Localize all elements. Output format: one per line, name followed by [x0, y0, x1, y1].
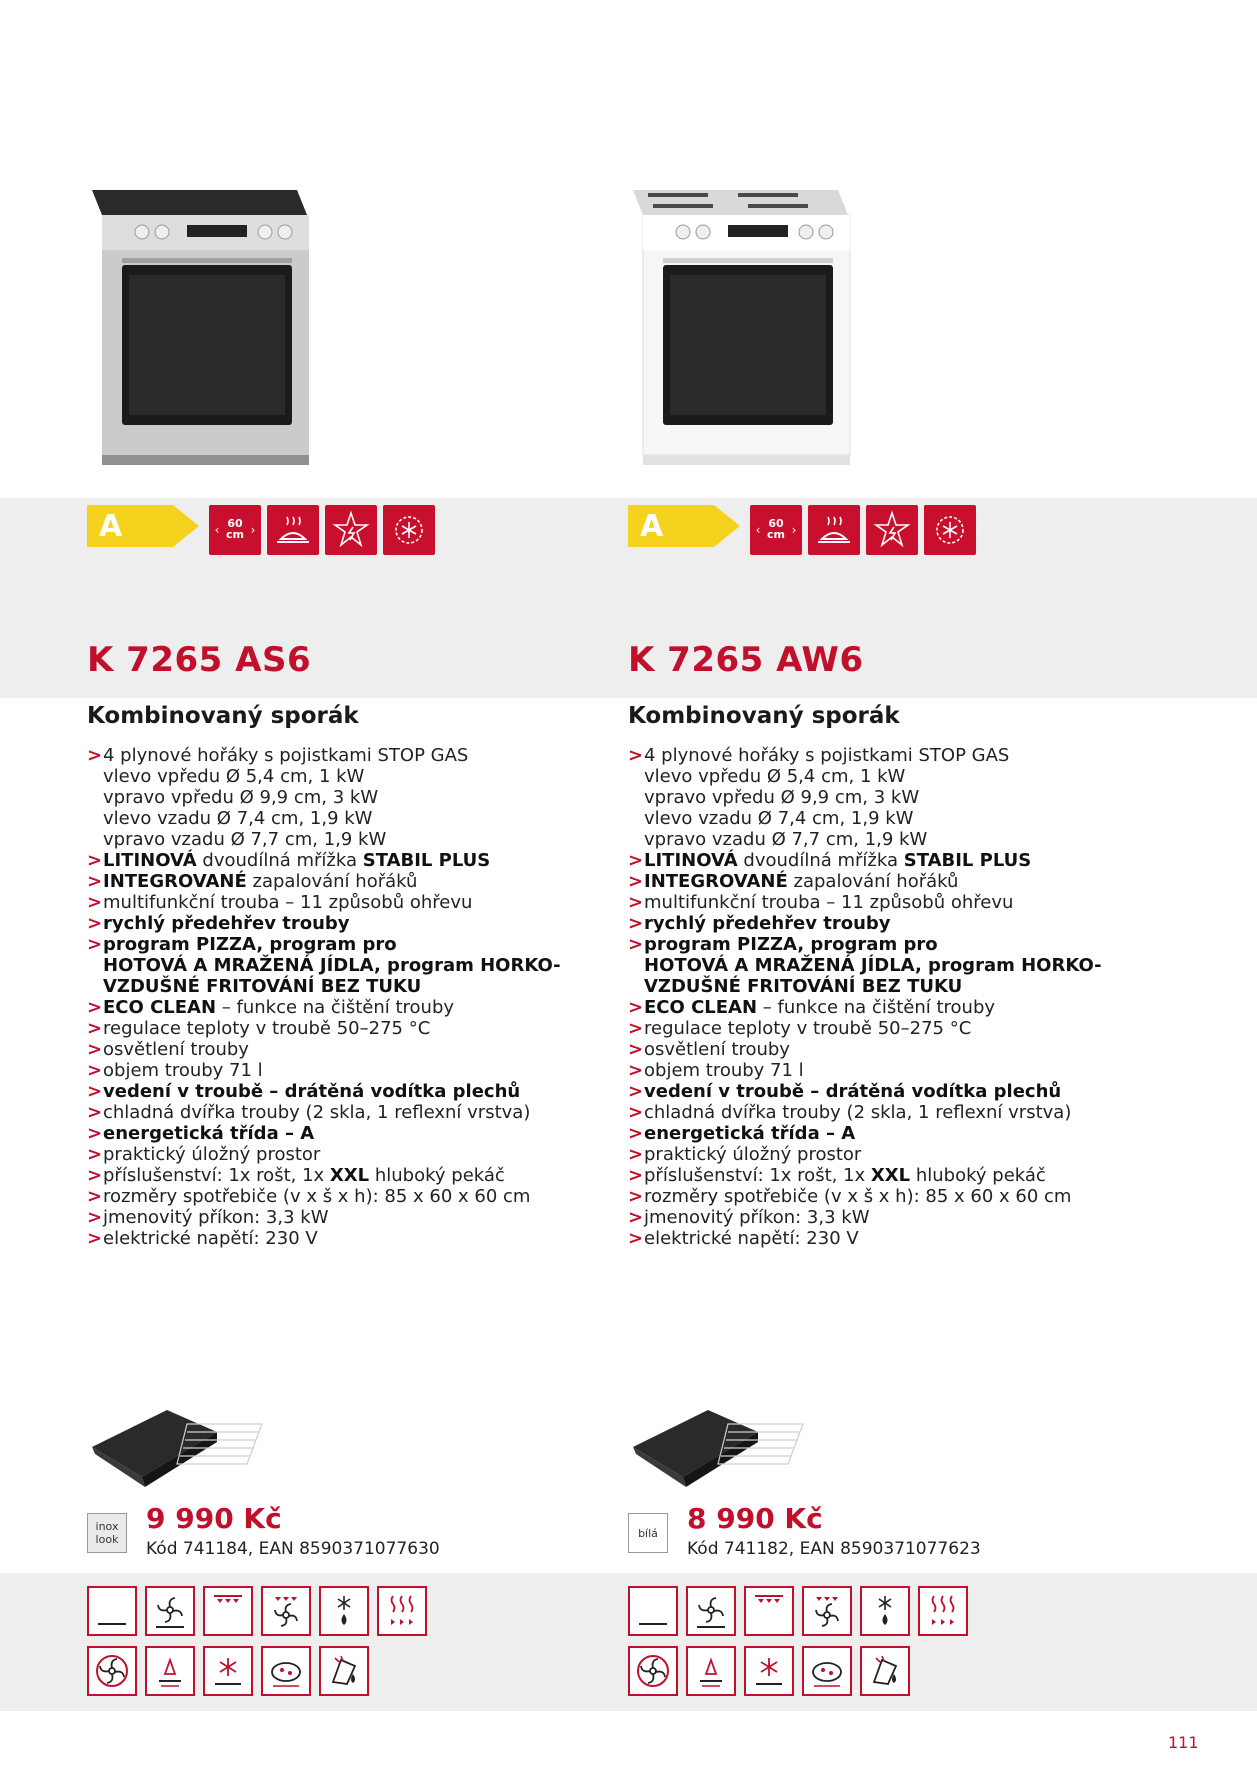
feature-item — [628, 1060, 1148, 1081]
bullet-arrow-icon: > — [628, 913, 644, 934]
ignition-icon — [325, 505, 377, 555]
feature-text: dvoudílná mřížka — [737, 850, 904, 871]
feature-text: hluboký pekáč — [369, 1165, 505, 1186]
bottom-heat-icon — [87, 1586, 137, 1636]
bullet-arrow-icon: > — [87, 871, 103, 892]
bullet-arrow-icon: > — [628, 1186, 644, 1207]
bullet-arrow-icon: > — [87, 1102, 103, 1123]
stove-image-inox — [87, 180, 312, 470]
feature-item — [628, 1165, 1148, 1186]
defrost-icon — [319, 1586, 369, 1636]
feature-item — [87, 1144, 607, 1165]
feature-text: VZDUŠNÉ FRITOVÁNÍ BEZ TUKU — [103, 976, 422, 997]
feature-text: INTEGROVANÉ — [103, 871, 247, 892]
energy-class-label: A — [99, 509, 123, 544]
model-name: K 7265 AW6 — [628, 640, 864, 680]
feature-item — [628, 850, 1148, 871]
bullet-arrow-icon: > — [87, 997, 103, 1018]
feature-text: 4 plynové hořáky s pojistkami STOP GAS — [103, 745, 469, 766]
baking-tray-image — [87, 1402, 272, 1492]
feature-text: regulace teploty v troubě 50–275 °C — [644, 1018, 972, 1039]
feature-item — [87, 934, 607, 955]
feature-text: – funkce na čištění trouby — [216, 997, 455, 1018]
feature-text: HOTOVÁ A MRAŽENÁ JÍDLA, program HORKO- — [103, 955, 561, 976]
feature-text: příslušenství: 1x rošt, 1x — [103, 1165, 330, 1186]
bullet-arrow-icon: > — [628, 1144, 644, 1165]
grill-icon — [377, 1586, 427, 1636]
feature-text: objem trouby 71 l — [103, 1060, 263, 1081]
top-heat-icon — [744, 1586, 794, 1636]
eco-clean-icon — [860, 1646, 910, 1696]
feature-text: praktický úložný prostor — [103, 1144, 321, 1165]
color-tag: inox look — [87, 1513, 127, 1553]
feature-text: program PIZZA, program pro — [103, 934, 397, 955]
product-code: Kód 741182, EAN 8590371077623 — [687, 1539, 981, 1559]
feature-item — [628, 997, 1148, 1018]
defrost-icon — [860, 1586, 910, 1636]
bullet-arrow-icon: > — [87, 745, 103, 766]
feature-text: zapalování hořáků — [787, 871, 959, 892]
feature-text: rozměry spotřebiče (v x š x h): 85 x 60 x 60 cm — [103, 1186, 531, 1207]
svg-text:60: 60 — [227, 517, 243, 530]
feature-text: energetická třída – A — [644, 1123, 856, 1144]
feature-text: STABIL PLUS — [903, 850, 1032, 871]
feature-text: zapalování hořáků — [246, 871, 418, 892]
feature-item — [628, 934, 1148, 955]
feature-text: rozměry spotřebiče (v x š x h): 85 x 60 x 60 cm — [644, 1186, 1072, 1207]
feature-text: vpravo vpředu Ø 9,9 cm, 3 kW — [644, 787, 920, 808]
bullet-arrow-icon: > — [628, 1123, 644, 1144]
feature-text: multifunkční trouba – 11 způsobů ohřevu — [644, 892, 1014, 913]
bullet-arrow-icon: > — [87, 934, 103, 955]
baking-tray-image — [628, 1402, 813, 1492]
feature-text: vedení v troubě – drátěná vodítka plechů — [644, 1081, 1062, 1102]
feature-item — [87, 1165, 607, 1186]
energy-class-label: A — [640, 509, 664, 544]
feature-text: LITINOVÁ — [103, 850, 197, 871]
defrost-asterisk-icon — [203, 1646, 253, 1696]
fan-top-heat-icon — [261, 1586, 311, 1636]
pizza-icon — [261, 1646, 311, 1696]
feature-item — [628, 829, 1148, 850]
bullet-arrow-icon: > — [87, 913, 103, 934]
feature-item — [628, 1018, 1148, 1039]
page-number: 111 — [1168, 1733, 1199, 1752]
fast-preheat-icon — [383, 505, 435, 555]
svg-text:›: › — [250, 523, 256, 537]
bullet-arrow-icon: > — [628, 850, 644, 871]
bullet-arrow-icon: > — [87, 1081, 103, 1102]
gas-burner-icon — [808, 505, 860, 555]
feature-item — [87, 829, 607, 850]
bullet-arrow-icon: > — [628, 745, 644, 766]
feature-item — [87, 1186, 607, 1207]
feature-item — [87, 871, 607, 892]
feature-text: elektrické napětí: 230 V — [103, 1228, 318, 1249]
bullet-arrow-icon: > — [628, 892, 644, 913]
width-60cm-icon — [209, 505, 261, 555]
fan-ring-icon — [628, 1646, 678, 1696]
bullet-arrow-icon: > — [628, 1060, 644, 1081]
bullet-arrow-icon: > — [628, 1207, 644, 1228]
feature-item — [628, 976, 1148, 997]
feature-text: HOTOVÁ A MRAŽENÁ JÍDLA, program HORKO- — [644, 955, 1102, 976]
feature-text: vpravo vpředu Ø 9,9 cm, 3 kW — [103, 787, 379, 808]
bullet-arrow-icon: > — [628, 934, 644, 955]
feature-text: LITINOVÁ — [644, 850, 738, 871]
product-code: Kód 741184, EAN 8590371077630 — [146, 1539, 440, 1559]
feature-text: vlevo vzadu Ø 7,4 cm, 1,9 kW — [103, 808, 373, 829]
fast-preheat-icon — [924, 505, 976, 555]
bullet-arrow-icon: > — [87, 1207, 103, 1228]
feature-item — [628, 1207, 1148, 1228]
feature-item — [87, 1228, 607, 1249]
bullet-arrow-icon: > — [628, 1039, 644, 1060]
feature-item — [87, 1060, 607, 1081]
svg-text:‹: ‹ — [214, 523, 220, 537]
bullet-arrow-icon: > — [87, 1060, 103, 1081]
feature-item — [87, 955, 607, 976]
feature-item — [87, 1039, 607, 1060]
feature-item — [87, 766, 607, 787]
pizza-icon — [802, 1646, 852, 1696]
feature-item — [628, 892, 1148, 913]
feature-text: regulace teploty v troubě 50–275 °C — [103, 1018, 431, 1039]
product-subtitle: Kombinovaný sporák — [628, 703, 900, 729]
feature-text: ECO CLEAN — [644, 997, 758, 1018]
bullet-arrow-icon: > — [628, 1165, 644, 1186]
feature-text: ECO CLEAN — [103, 997, 217, 1018]
width-60cm-icon — [750, 505, 802, 555]
bullet-arrow-icon: > — [628, 1081, 644, 1102]
feature-item — [87, 745, 607, 766]
feature-text: vlevo vpředu Ø 5,4 cm, 1 kW — [644, 766, 906, 787]
feature-text: vlevo vpředu Ø 5,4 cm, 1 kW — [103, 766, 365, 787]
ignition-icon — [866, 505, 918, 555]
feature-text: VZDUŠNÉ FRITOVÁNÍ BEZ TUKU — [644, 976, 963, 997]
feature-text: – funkce na čištění trouby — [757, 997, 996, 1018]
svg-text:cm: cm — [767, 528, 785, 541]
model-name: K 7265 AS6 — [87, 640, 312, 680]
feature-item — [628, 745, 1148, 766]
feature-item — [628, 1144, 1148, 1165]
feature-item — [628, 871, 1148, 892]
feature-text: 4 plynové hořáky s pojistkami STOP GAS — [644, 745, 1010, 766]
feature-text: dvoudílná mřížka — [196, 850, 363, 871]
feature-list — [628, 745, 1148, 1249]
gas-burner-icon — [267, 505, 319, 555]
feature-text: INTEGROVANÉ — [644, 871, 788, 892]
feature-text: vpravo vzadu Ø 7,7 cm, 1,9 kW — [644, 829, 928, 850]
bullet-arrow-icon: > — [87, 1186, 103, 1207]
feature-item — [87, 850, 607, 871]
feature-text: chladná dvířka trouby (2 skla, 1 reflexní vrstva) — [103, 1102, 531, 1123]
bullet-arrow-icon: > — [87, 1144, 103, 1165]
fan-ring-icon — [87, 1646, 137, 1696]
bullet-arrow-icon: > — [628, 871, 644, 892]
feature-item — [87, 1081, 607, 1102]
stove-image-white — [628, 180, 853, 470]
fan-top-heat-icon — [802, 1586, 852, 1636]
feature-text: příslušenství: 1x rošt, 1x — [644, 1165, 871, 1186]
product-column-left — [87, 0, 627, 1785]
feature-text: osvětlení trouby — [644, 1039, 790, 1060]
feature-item — [628, 1186, 1148, 1207]
eco-bake-icon — [686, 1646, 736, 1696]
feature-item — [87, 808, 607, 829]
bullet-arrow-icon: > — [87, 1123, 103, 1144]
bullet-arrow-icon: > — [628, 997, 644, 1018]
feature-item — [87, 997, 607, 1018]
feature-item — [628, 787, 1148, 808]
bullet-arrow-icon: > — [87, 1018, 103, 1039]
bullet-arrow-icon: > — [628, 1018, 644, 1039]
feature-item — [628, 766, 1148, 787]
feature-item — [628, 1123, 1148, 1144]
svg-text:‹: ‹ — [755, 523, 761, 537]
feature-text: jmenovitý příkon: 3,3 kW — [644, 1207, 870, 1228]
feature-text: rychlý předehřev trouby — [644, 913, 891, 934]
feature-item — [628, 1228, 1148, 1249]
feature-text: rychlý předehřev trouby — [103, 913, 350, 934]
price: 8 990 Kč — [687, 1502, 823, 1535]
feature-text: elektrické napětí: 230 V — [644, 1228, 859, 1249]
product-subtitle: Kombinovaný sporák — [87, 703, 359, 729]
bullet-arrow-icon: > — [87, 850, 103, 871]
price: 9 990 Kč — [146, 1502, 282, 1535]
feature-text: vlevo vzadu Ø 7,4 cm, 1,9 kW — [644, 808, 914, 829]
feature-text: hluboký pekáč — [910, 1165, 1046, 1186]
feature-text: osvětlení trouby — [103, 1039, 249, 1060]
feature-item — [87, 913, 607, 934]
bullet-arrow-icon: > — [87, 1165, 103, 1186]
color-tag: bílá — [628, 1513, 668, 1553]
bullet-arrow-icon: > — [87, 892, 103, 913]
feature-text: energetická třída – A — [103, 1123, 315, 1144]
feature-item — [628, 1081, 1148, 1102]
fan-bottom-heat-icon — [145, 1586, 195, 1636]
feature-text: chladná dvířka trouby (2 skla, 1 reflexní vrstva) — [644, 1102, 1072, 1123]
svg-text:›: › — [791, 523, 797, 537]
feature-text: multifunkční trouba – 11 způsobů ohřevu — [103, 892, 473, 913]
svg-text:60: 60 — [768, 517, 784, 530]
feature-item — [87, 1207, 607, 1228]
feature-item — [628, 808, 1148, 829]
bullet-arrow-icon: > — [628, 1228, 644, 1249]
feature-item — [87, 892, 607, 913]
feature-list — [87, 745, 607, 1249]
feature-item — [628, 1102, 1148, 1123]
feature-item — [628, 955, 1148, 976]
svg-text:cm: cm — [226, 528, 244, 541]
feature-text: program PIZZA, program pro — [644, 934, 938, 955]
feature-item — [628, 1039, 1148, 1060]
bullet-arrow-icon: > — [87, 1228, 103, 1249]
bottom-heat-icon — [628, 1586, 678, 1636]
top-heat-icon — [203, 1586, 253, 1636]
feature-item — [87, 1123, 607, 1144]
feature-text: jmenovitý příkon: 3,3 kW — [103, 1207, 329, 1228]
eco-bake-icon — [145, 1646, 195, 1696]
feature-text: XXL — [870, 1165, 911, 1186]
feature-text: vpravo vzadu Ø 7,7 cm, 1,9 kW — [103, 829, 387, 850]
fan-bottom-heat-icon — [686, 1586, 736, 1636]
feature-text: vedení v troubě – drátěná vodítka plechů — [103, 1081, 521, 1102]
feature-text: praktický úložný prostor — [644, 1144, 862, 1165]
feature-item — [87, 1018, 607, 1039]
bullet-arrow-icon: > — [87, 1039, 103, 1060]
grill-icon — [918, 1586, 968, 1636]
feature-item — [87, 1102, 607, 1123]
feature-item — [87, 976, 607, 997]
feature-item — [628, 913, 1148, 934]
product-column-right — [628, 0, 1168, 1785]
bullet-arrow-icon: > — [628, 1102, 644, 1123]
defrost-asterisk-icon — [744, 1646, 794, 1696]
eco-clean-icon — [319, 1646, 369, 1696]
feature-text: XXL — [329, 1165, 370, 1186]
feature-text: objem trouby 71 l — [644, 1060, 804, 1081]
feature-text: STABIL PLUS — [362, 850, 491, 871]
feature-item — [87, 787, 607, 808]
